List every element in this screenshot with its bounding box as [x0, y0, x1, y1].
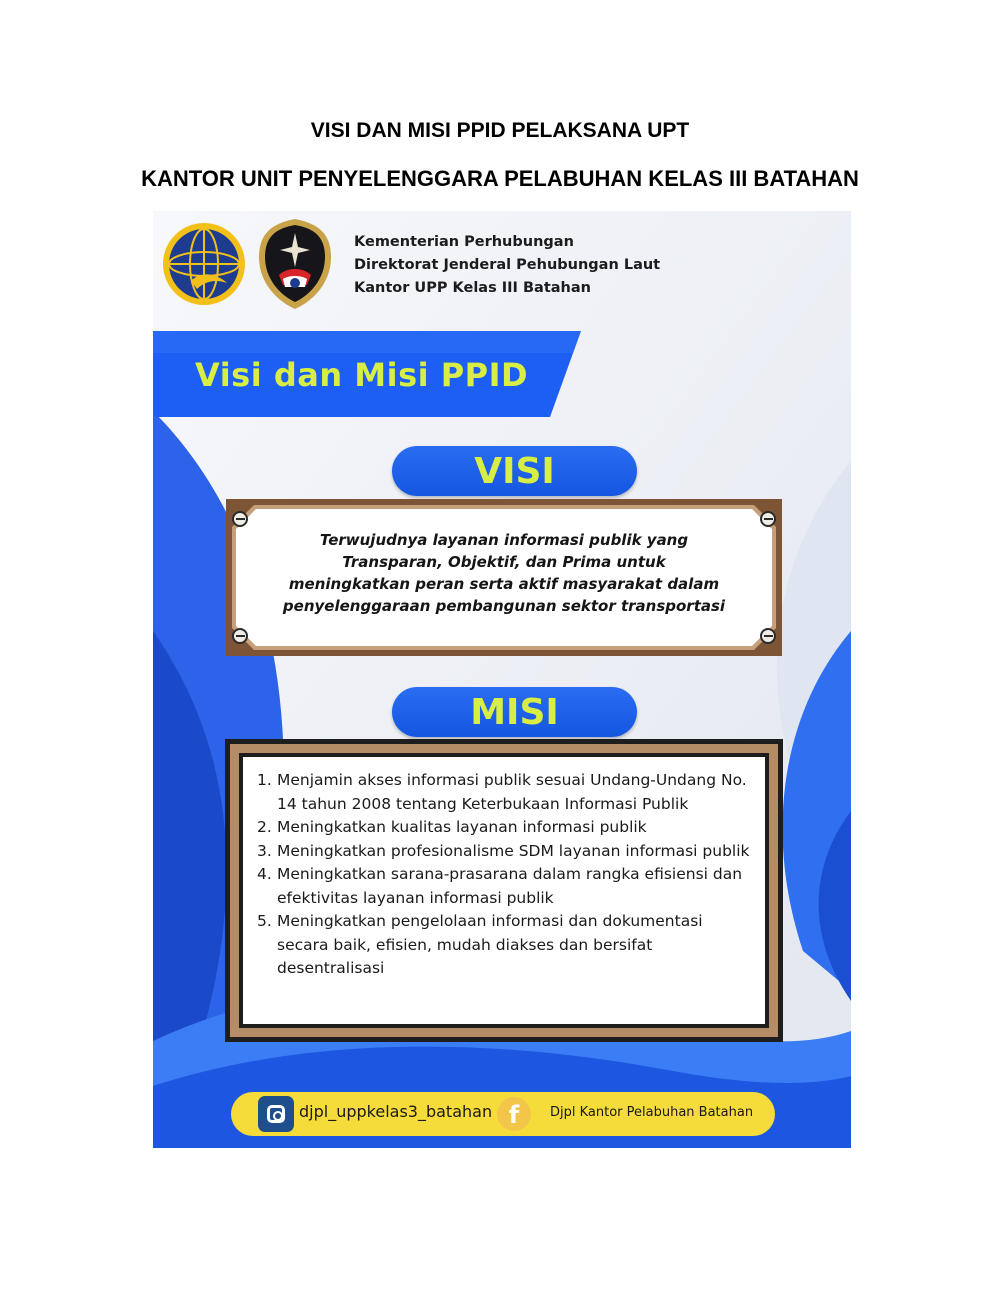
misi-item-number: 4. — [257, 865, 272, 883]
screw-icon — [232, 511, 248, 527]
misi-frame — [225, 739, 783, 1042]
misi-list — [257, 769, 757, 981]
document-title-line2: KANTOR UNIT PENYELENGGARA PELABUHAN KELAS III BATAHAN — [141, 166, 859, 191]
facebook-icon: f — [497, 1097, 531, 1131]
visi-line: Terwujudnya layanan informasi publik yang — [319, 531, 689, 549]
organization-header — [354, 231, 660, 300]
screw-icon — [760, 511, 776, 527]
screw-icon — [760, 628, 776, 644]
misi-heading: MISI — [392, 687, 637, 737]
misi-item-text: Menjamin akses informasi publik sesuai Undang-Undang No. 14 tahun 2008 tentang Keterbukaan Informasi Publik — [277, 771, 747, 813]
screw-icon — [232, 628, 248, 644]
instagram-handle: djpl_uppkelas3_batahan — [299, 1102, 493, 1121]
misi-item-text: Meningkatkan kualitas layanan informasi publik — [277, 818, 647, 836]
instagram-icon — [258, 1096, 294, 1132]
misi-item-number: 2. — [257, 818, 272, 836]
poster — [153, 211, 851, 1148]
visi-frame — [226, 499, 782, 656]
visi-heading: VISI — [392, 446, 637, 496]
misi-item-number: 3. — [257, 841, 272, 860]
visi-line: meningkatkan peran serta aktif masyarakat dalam — [288, 575, 720, 593]
integrity-shield-logo — [255, 217, 335, 311]
misi-item-text: Meningkatkan profesionalisme SDM layanan informasi publik — [277, 841, 750, 860]
org-office: Kantor UPP Kelas III Batahan — [354, 280, 591, 296]
org-directorate: Direktorat Jenderal Pehubungan Laut — [354, 257, 661, 273]
org-ministry: Kementerian Perhubungan — [354, 234, 574, 250]
social-bar — [231, 1092, 775, 1136]
misi-item — [257, 863, 757, 910]
misi-item-number: 1. — [257, 771, 272, 789]
misi-item-text: Meningkatkan sarana-prasarana dalam rangka efisiensi dan efektivitas layanan informasi publik — [277, 865, 743, 907]
misi-item — [257, 910, 757, 981]
misi-item — [257, 769, 757, 816]
facebook-page: Djpl Kantor Pelabuhan Batahan — [550, 1105, 754, 1120]
misi-item-text: Meningkatkan pengelolaan informasi dan dokumentasi secara baik, efisien, mudah diakses dan bersifat desentralisasi — [277, 912, 703, 977]
misi-item — [257, 816, 757, 840]
visi-line: Transparan, Objektif, dan Prima untuk — [342, 553, 666, 571]
misi-item-number: 5. — [257, 912, 272, 930]
document-title-line1: VISI DAN MISI PPID PELAKSANA UPT — [310, 119, 690, 142]
visi-line: penyelenggaraan pembangunan sektor transportasi — [282, 597, 726, 615]
banner-title: Visi dan Misi PPID — [195, 356, 529, 394]
misi-item — [257, 840, 757, 864]
kemenhub-logo — [161, 221, 247, 307]
visi-statement — [226, 529, 782, 617]
